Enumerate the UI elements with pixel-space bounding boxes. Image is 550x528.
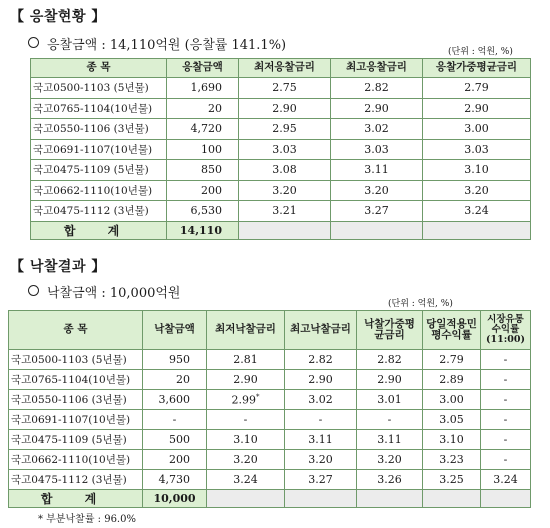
table-header-row [31,59,531,78]
cell-avg: 3.11 [357,430,423,450]
cell-applied: 3.05 [423,410,481,430]
cell-item: 국고0475-1109 (5년물) [9,430,143,450]
cell-amount: 950 [143,350,207,370]
bullet-circle-icon [28,37,39,48]
table-row [31,180,531,201]
cell-min: 2.90 [207,370,285,390]
cell-amount: 200 [143,450,207,470]
cell-amount: 20 [143,370,207,390]
col-header-award-amount: 낙찰금액 [143,311,207,350]
cell-amount: 20 [167,98,239,119]
cell-max: 3.27 [285,470,357,490]
cell-avg: - [357,410,423,430]
cell-avg: 2.79 [423,78,531,99]
cell-applied: 3.25 [423,470,481,490]
cell-amount: 100 [167,139,239,160]
col-header-min-rate: 최저응찰금리 [239,59,331,78]
cell-min: 3.21 [239,201,331,222]
cell-avg: 3.00 [423,119,531,140]
cell-avg: 3.26 [357,470,423,490]
cell-amount: 500 [143,430,207,450]
cell-avg: 3.03 [423,139,531,160]
col-header-applied-yield: 당일적용민평수익률 [423,311,481,350]
cell-market: - [481,370,531,390]
table-row [31,98,531,119]
cell-market: - [481,350,531,370]
cell-item: 국고0691-1107(10년물) [31,139,167,160]
col-header-max-rate: 최고낙찰금리 [285,311,357,350]
cell-amount: 1,690 [167,78,239,99]
cell-applied: 3.23 [423,450,481,470]
cell-max: 2.90 [285,370,357,390]
cell-item: 국고0475-1112 (3년물) [31,201,167,222]
empty-cell [481,490,531,508]
cell-min: 3.24 [207,470,285,490]
cell-item: 국고0691-1107(10년물) [9,410,143,430]
table-row [9,470,531,490]
cell-amount: 4,730 [143,470,207,490]
cell-min: 2.95 [239,119,331,140]
cell-max: 3.27 [331,201,423,222]
cell-applied: 3.10 [423,430,481,450]
cell-item: 국고0765-1104(10년물) [9,370,143,390]
cell-min: 3.10 [207,430,285,450]
col-header-bid-amount: 응찰금액 [167,59,239,78]
table-row [9,370,531,390]
table-row [9,350,531,370]
empty-cell [285,490,357,508]
table-row [31,119,531,140]
table-row [9,390,531,410]
cell-avg: 3.01 [357,390,423,410]
table-header-row [9,311,531,350]
cell-item: 국고0550-1106 (3년물) [9,390,143,410]
section1-unit: (단위 : 억원, %) [448,47,513,57]
total-row [31,221,531,239]
empty-cell [207,490,285,508]
cell-item: 국고0765-1104(10년물) [31,98,167,119]
cell-market: 3.24 [481,470,531,490]
total-label: 합 계 [31,221,167,239]
empty-cell [331,221,423,239]
table-row [31,201,531,222]
cell-max: 3.20 [331,180,423,201]
cell-market: - [481,390,531,410]
bid-status-table [30,58,531,240]
empty-cell [357,490,423,508]
cell-avg: 2.82 [357,350,423,370]
cell-max: 3.20 [285,450,357,470]
cell-max: 3.11 [331,160,423,181]
section2-summary [28,282,180,301]
table-row [9,430,531,450]
cell-min: 3.20 [239,180,331,201]
cell-item: 국고0500-1103 (5년물) [9,350,143,370]
table-row [31,139,531,160]
section1-summary-text: 응찰금액 : 14,110억원 (응찰률 141.1%) [47,38,287,53]
col-header-weighted-avg: 낙찰가중평균금리 [357,311,423,350]
cell-min: 3.08 [239,160,331,181]
empty-cell [423,221,531,239]
cell-amount: - [143,410,207,430]
total-amount: 10,000 [143,490,207,508]
empty-cell [423,490,481,508]
cell-min: 3.20 [207,450,285,470]
cell-item: 국고0475-1109 (5년물) [31,160,167,181]
section1-summary [28,34,286,53]
cell-applied: 2.89 [423,370,481,390]
section2-summary-text: 낙찰금액 : 10,000억원 [47,286,181,301]
cell-max: 2.90 [331,98,423,119]
cell-amount: 4,720 [167,119,239,140]
bullet-circle-icon [28,285,39,296]
empty-cell [239,221,331,239]
cell-market: - [481,430,531,450]
total-amount: 14,110 [167,221,239,239]
cell-max: 2.82 [331,78,423,99]
cell-max: 3.03 [331,139,423,160]
cell-market: - [481,410,531,430]
cell-avg: 3.24 [423,201,531,222]
cell-applied: 2.79 [423,350,481,370]
section1-heading: 【 응찰현황 】 [10,9,106,25]
cell-applied: 3.00 [423,390,481,410]
cell-min: 3.03 [239,139,331,160]
cell-max: 3.11 [285,430,357,450]
col-header-item: 종 목 [31,59,167,78]
cell-max: 2.82 [285,350,357,370]
cell-max: - [285,410,357,430]
bid-result-table [8,310,531,508]
cell-min: 2.90 [239,98,331,119]
cell-min [207,390,285,410]
cell-item: 국고0662-1110(10년물) [9,450,143,470]
cell-min: - [207,410,285,430]
cell-avg: 2.90 [357,370,423,390]
cell-max: 3.02 [331,119,423,140]
cell-market: - [481,450,531,470]
table-row [31,160,531,181]
col-header-max-rate: 최고응찰금리 [331,59,423,78]
partial-award-note: * 부분낙찰률 : 96.0% [38,514,136,525]
section2-heading: 【 낙찰결과 】 [10,259,106,275]
col-header-item: 종 목 [9,311,143,350]
cell-avg: 3.10 [423,160,531,181]
cell-item: 국고0550-1106 (3년물) [31,119,167,140]
cell-item: 국고0662-1110(10년물) [31,180,167,201]
cell-amount: 200 [167,180,239,201]
cell-avg: 3.20 [357,450,423,470]
cell-min-value: 2.99 [231,393,256,407]
cell-amount: 850 [167,160,239,181]
table-row [9,450,531,470]
footnote-mark: * [256,392,260,401]
cell-max: 3.02 [285,390,357,410]
cell-min: 2.75 [239,78,331,99]
total-row [9,490,531,508]
cell-item: 국고0475-1112 (3년물) [9,470,143,490]
col-header-market-yield: 시장유통수익률(11:00) [481,311,531,350]
cell-avg: 3.20 [423,180,531,201]
section2-unit: (단위 : 억원, %) [388,299,453,309]
col-header-min-rate: 최저낙찰금리 [207,311,285,350]
table-row [31,78,531,99]
cell-avg: 2.90 [423,98,531,119]
cell-amount: 3,600 [143,390,207,410]
total-label: 합 계 [9,490,143,508]
cell-item: 국고0500-1103 (5년물) [31,78,167,99]
col-header-weighted-avg: 응찰가중평균금리 [423,59,531,78]
table-row [9,410,531,430]
cell-amount: 6,530 [167,201,239,222]
cell-min: 2.81 [207,350,285,370]
